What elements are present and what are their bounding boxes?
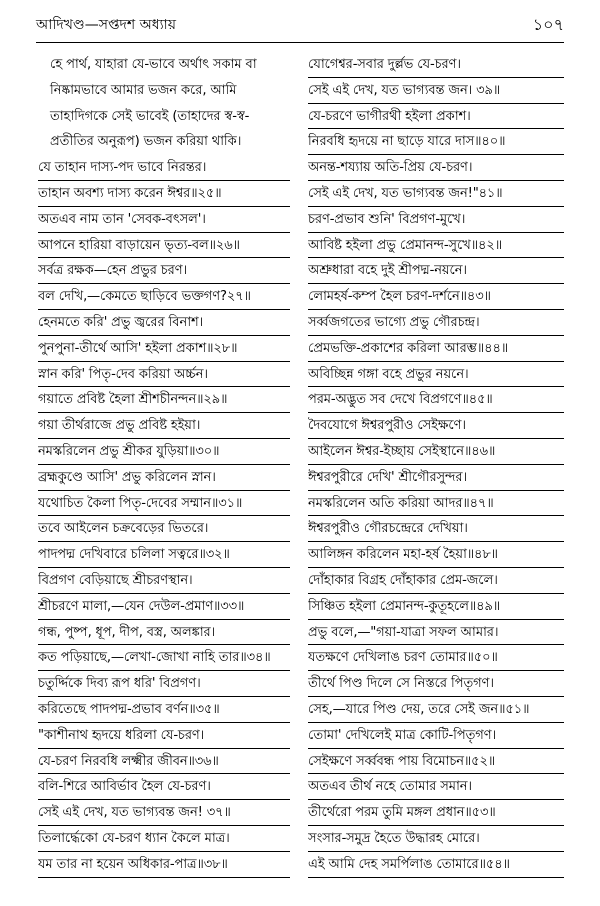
verse-line: চতুর্দ্দিকে দিব্য রূপ ধরি' বিপ্রগণ। [38, 671, 290, 697]
left-column [38, 52, 290, 878]
verse-line: প্রভু বলে,—"গয়া-যাত্রা সফল আমার। [308, 620, 564, 646]
right-column [308, 52, 564, 878]
verse-line: যে-চরণে ভাগীরথী হইলা প্রকাশ। [308, 104, 564, 130]
verse-line: অশ্রুধারা বহে দুই শ্রীপদ্ম-নয়নে। [308, 258, 564, 284]
verse-line: নিরবধি হৃদয়ে না ছাড়ে যারে দাস॥৪০॥ [308, 129, 564, 155]
verse-line: ব্রহ্মকুণ্ডে আসি' প্রভু করিলেন স্নান। [38, 465, 290, 491]
verse-line: তাহান অবশ্য দাস্য করেন ঈশ্বর॥২৫॥ [38, 181, 290, 207]
verse-line: গয়া তীর্থরাজে প্রভু প্রবিষ্ট হইয়া। [38, 413, 290, 439]
verse-line: লোমহর্ষ-কম্প হৈল চরণ-দর্শনে॥৪৩॥ [308, 284, 564, 310]
verse-line: তীর্থেরো পরম তুমি মঙ্গল প্রধান॥৫৩॥ [308, 800, 564, 826]
verse-line: যথোচিত কৈলা পিতৃ-দেবের সম্মান॥৩১॥ [38, 491, 290, 517]
verse-line: প্রেমভক্তি-প্রকাশের করিলা আরম্ভ॥৪৪॥ [308, 336, 564, 362]
verse-line: অবিচ্ছিন্ন গঙ্গা বহে প্রভুর নয়নে। [308, 362, 564, 388]
chapter-title: আদিখণ্ড—সপ্তদশ অধ্যায় [36, 17, 176, 33]
page-number: ১০৭ [532, 14, 564, 34]
verse-line: সিঞ্চিত হইলা প্রেমানন্দ-কুতূহলে॥৪৯॥ [308, 594, 564, 620]
verse-line: চরণ-প্রভাব শুনি' বিপ্রগণ-মুখে। [308, 207, 564, 233]
verse-line: তীর্থে পিণ্ড দিলে সে নিস্তরে পিতৃগণ। [308, 671, 564, 697]
verse-line: অতএব নাম তান 'সেবক-বৎসল'। [38, 207, 290, 233]
verse-line: হেনমতে করি' প্রভু জ্বরের বিনাশ। [38, 310, 290, 336]
verse-line: করিতেছে পাদপদ্ম-প্রভাব বর্ণন॥৩৫॥ [38, 697, 290, 723]
verse-line: নমস্করিলেন অতি করিয়া আদর॥৪৭॥ [308, 491, 564, 517]
page-header [36, 10, 564, 40]
verse-line: পাদপদ্ম দেখিবারে চলিলা সত্বরে॥৩২॥ [38, 542, 290, 568]
verse-line: সেইক্ষণে সর্ব্ববন্ধ পায় বিমোচন॥৫২॥ [308, 749, 564, 775]
verse-line: বলি-শিরে আবির্ভাব হৈল যে-চরণ। [38, 774, 290, 800]
verse-line: যে তাহান দাস্য-পদ ভাবে নিরন্তর। [38, 155, 290, 181]
verse-line: যে-চরণ নিরবধি লক্ষ্মীর জীবন॥৩৬॥ [38, 749, 290, 775]
verse-line: সেই এই দেখ, যত ভাগ্যবন্ত জন। ৩৯॥ [308, 78, 564, 104]
verse-line: সংসার-সমুদ্র হৈতে উদ্ধারহ মোরে। [308, 826, 564, 852]
verse-line: নমস্করিলেন প্রভু শ্রীকর যুড়িয়া॥৩০॥ [38, 439, 290, 465]
verse-line: যম তার না হয়েন অধিকার-পাত্র॥৩৮॥ [38, 852, 290, 878]
verse-line: স্নান করি' পিতৃ-দেব করিয়া অর্চ্চন। [38, 362, 290, 388]
verse-line: আলিঙ্গন করিলেন মহা-হর্ষ হৈয়া॥৪৮॥ [308, 542, 564, 568]
verse-line: সর্ব্বজগতের ভাগ্যে প্রভু গৌরচন্দ্র। [308, 310, 564, 336]
verse-line: তাহাদিগকে সেই ভাবেই (তাহাদের স্ব-স্ব- [50, 108, 250, 124]
verse-line: অনন্ত-শয্যায় অতি-প্রিয় যে-চরণ। [308, 155, 564, 181]
verse-line: প্রতীতির অনুরূপ) ভজন করিয়া থাকি। [50, 134, 242, 150]
verse-line: গন্ধ, পুষ্প, ধূপ, দীপ, বস্ত্র, অলঙ্কার। [38, 620, 290, 646]
header-rule [36, 42, 564, 43]
verse-line: আবিষ্ট হইলা প্রভু প্রেমানন্দ-সুখে॥৪২॥ [308, 233, 564, 259]
verse-line: সেই এই দেখ, যত ভাগ্যবন্ত জন!"৪১॥ [308, 181, 564, 207]
verse-line: শ্রীচরণে মালা,—যেন দেউল-প্রমাণ॥৩৩॥ [38, 594, 290, 620]
verse-line: "কাশীনাথ হৃদয়ে ধরিলা যে-চরণ। [38, 723, 290, 749]
verse-line: বল দেখি,—কেমতে ছাড়িবে ভক্তগণ?২৭॥ [38, 284, 290, 310]
verse-line: তবে আইলেন চক্রবেড়ের ভিতরে। [38, 516, 290, 542]
verse-line: পরম-অদ্ভুত সব দেখে বিপ্রগণে॥৪৫॥ [308, 387, 564, 413]
verse-line: বিপ্রগণ বেড়িয়াছে শ্রীচরণস্থান। [38, 568, 290, 594]
verse-line: তোমা' দেখিলেই মাত্র কোটি-পিতৃগণ। [308, 723, 564, 749]
verse-line: সর্বত্র রক্ষক—হেন প্রভুর চরণ। [38, 258, 290, 284]
verse-line: যোগেশ্বর-সবার দুর্ল্লভ যে-চরণ। [308, 52, 564, 78]
verse-line: নিষ্কামভাবে আমার ভজন করে, আমি [50, 82, 237, 98]
verse-line: কত পড়িয়াছে,—লেখা-জোখা নাহি তার॥৩৪॥ [38, 645, 290, 671]
verse-line: সেহ,—যারে পিণ্ড দেয়, তরে সেই জন॥৫১॥ [308, 697, 564, 723]
verse-line: দৈবযোগে ঈশ্বরপুরীও সেইক্ষণে। [308, 413, 564, 439]
verse-line: ঈশ্বরপুরীরে দেখি' শ্রীগৌরসুন্দর। [308, 465, 564, 491]
verse-line: সেই এই দেখ, যত ভাগ্যবন্ত জন! ৩৭॥ [38, 800, 290, 826]
verse-line: দোঁহাকার বিগ্রহ দোঁহাকার প্রেম-জলে। [308, 568, 564, 594]
verse-line: আইলেন ঈশ্বর-ইচ্ছায় সেইস্থানে॥৪৬॥ [308, 439, 564, 465]
verse-line: গয়াতে প্রবিষ্ট হৈলা শ্রীশচীনন্দন॥২৯॥ [38, 387, 290, 413]
verse-line: অতএব তীর্থ নহে তোমার সমান। [308, 774, 564, 800]
verse-line: ঈশ্বরপুরীও গৌরচন্দ্রেরে দেখিয়া। [308, 516, 564, 542]
verse-line: হে পার্থ, যাহারা যে-ভাবে অর্থাৎ সকাম বা [50, 57, 257, 72]
verse-line: এই আমি দেহ সমর্পিলাঙ তোমারে॥৫৪॥ [308, 852, 564, 878]
verse-line: তিলার্দ্ধেকো যে-চরণ ধ্যান কৈলে মাত্র। [38, 826, 290, 852]
verse-line: পুনপুনা-তীর্থে আসি' হইলা প্রকাশ॥২৮॥ [38, 336, 290, 362]
verse-line: যতক্ষণে দেখিলাঙ চরণ তোমার॥৫০॥ [308, 645, 564, 671]
verse-line: আপনে হারিয়া বাড়ায়েন ভৃত্য-বল॥২৬॥ [38, 233, 290, 259]
